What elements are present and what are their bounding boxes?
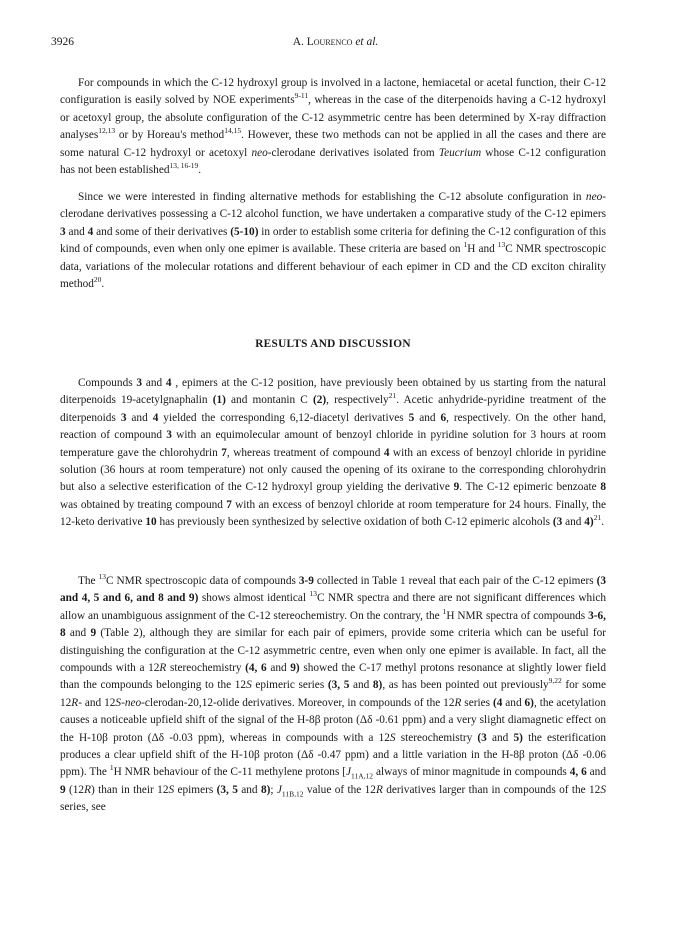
- page-number: 3926: [51, 36, 74, 48]
- section-heading: RESULTS AND DISCUSSION: [255, 338, 411, 350]
- paragraph-3: Compounds 3 and 4 , epimers at the C-12 position, have previously been obtained by us starting from the natural diterpenoids 19-acetylgnaphalin (1) and montanin C (2), respectively$^{21}$. Acetic anhydride-pyridine treatment of the diterpenoids 3 and 4 yielded the corresponding 6,12-diacetyl derivatives 5 and 6, respectively. On the other hand, reaction of compound 3 with an equimolecular amount of benzoyl chloride in pyridine solution for 3 hours at room temperature gave the chlorohydrin 7, whereas treatment of compound 4 with an excess of benzoyl chloride in pyridine solution (36 hours at room temperature) not only caused the opening of its oxirane to the corresponding chlorohydrin but also a selective esterification of the C-12 hydroxyl group yielding the derivative 9. The C-12 epimeric benzoate 8 was obtained by treating compound 7 with an excess of benzoyl chloride at room temperature for 24 hours. Finally, the 12-keto derivative 10 has previously been synthesized by selective oxidation of both C-12 epimeric alcohols (3 and 4)$^{21}$.: [60, 377, 606, 529]
- author-name: A. Lourenco: [292, 36, 353, 48]
- running-title: [51, 34, 620, 51]
- paragraph-2: Since we were interested in finding alternative methods for establishing the C-12 absolute configuration in neo-clerodane derivatives possessing a C-12 alcohol function, we have undertaken a comparative study of the C-12 epimers 3 and 4 and some of their derivatives (5-10) in order to establish some criteria for defining the C-12 configuration of this kind of compounds, even when only one epimer is available. These criteria are based on $^1$H and $^{13}$C NMR spectroscopic data, variations of the molecular rotations and different behaviour of each epimer in CD and the CD exciton chirality method$^{20}$.: [60, 191, 607, 291]
- paragraph-4: The $^{13}$C NMR spectroscopic data of compounds 3-9 collected in Table 1 reveal that each pair of the C-12 epimers (3 and 4, 5 and 6, and 8 and 9) shows almost identical $^{13}$C NMR spectra and there are not significant differences which allow an unambiguous assignment of the C-12 stereochemistry. On the contrary, the $^1$H NMR spectra of compounds 3-6, 8 and 9 (Table 2), although they are similar for each pair of epimers, provide some criteria which can be useful for distinguishing the configuration at the C-12 asymmetric centre, even when only one epimer is available. In fact, all the compounds with a 12R stereochemistry (4, 6 and 9) showed the C-17 methyl protons resonance at slightly lower field than the compounds belonging to the 12S epimeric series (3, 5 and 8), as has been pointed out previously$^{9,22}$ for some 12R- and 12S-neo-clerodan-20,12-olide derivatives. Moreover, in compounds of the 12R series (4 and 6), the acetylation causes a noticeable upfield shift of the signal of the H-8β proton (Δδ -0.61 ppm) and a very slight diamagnetic effect on the H-10β proton (Δδ -0.03 ppm), whereas in compounds with a 12S stereochemistry (3 and 5) the esterification produces a clear upfield shift of the H-10β proton (Δδ -0.47 ppm) and a little variation in the H-8β proton (Δδ -0.06 ppm). The $^1$H NMR behaviour of the C-11 methylene protons [$J_{11A,12}$ always of minor magnitude in compounds 4, 6 and 9 (12R) than in their 12S epimers (3, 5 and 8); $J_{11B,12}$ value of the 12R derivatives larger than in compounds of the 12S series, see: [60, 572, 607, 814]
- running-header: [51, 34, 620, 50]
- paragraph-1: For compounds in which the C-12 hydroxyl group is involved in a lactone, hemiacetal or acetal function, their C-12 configuration is easily solved by NOE experiments$^{9-11}$, whereas in the case of the diterpenoids having a C-12 hydroxyl or acetoxyl group, the absolute configuration of the C-12 asymmetric centre has been determined by X-ray diffraction analyses$^{12,13}$ or by Horeau's method$^{14,15}$. However, these two methods can not be applied in all the cases and there are some natural C-12 hydroxyl or acetoxyl neo-clerodane derivatives isolated from Teucrium whose C-12 configuration has not been established$^{13, 16-19}$.: [60, 77, 607, 177]
- et-al: et al.: [355, 36, 379, 48]
